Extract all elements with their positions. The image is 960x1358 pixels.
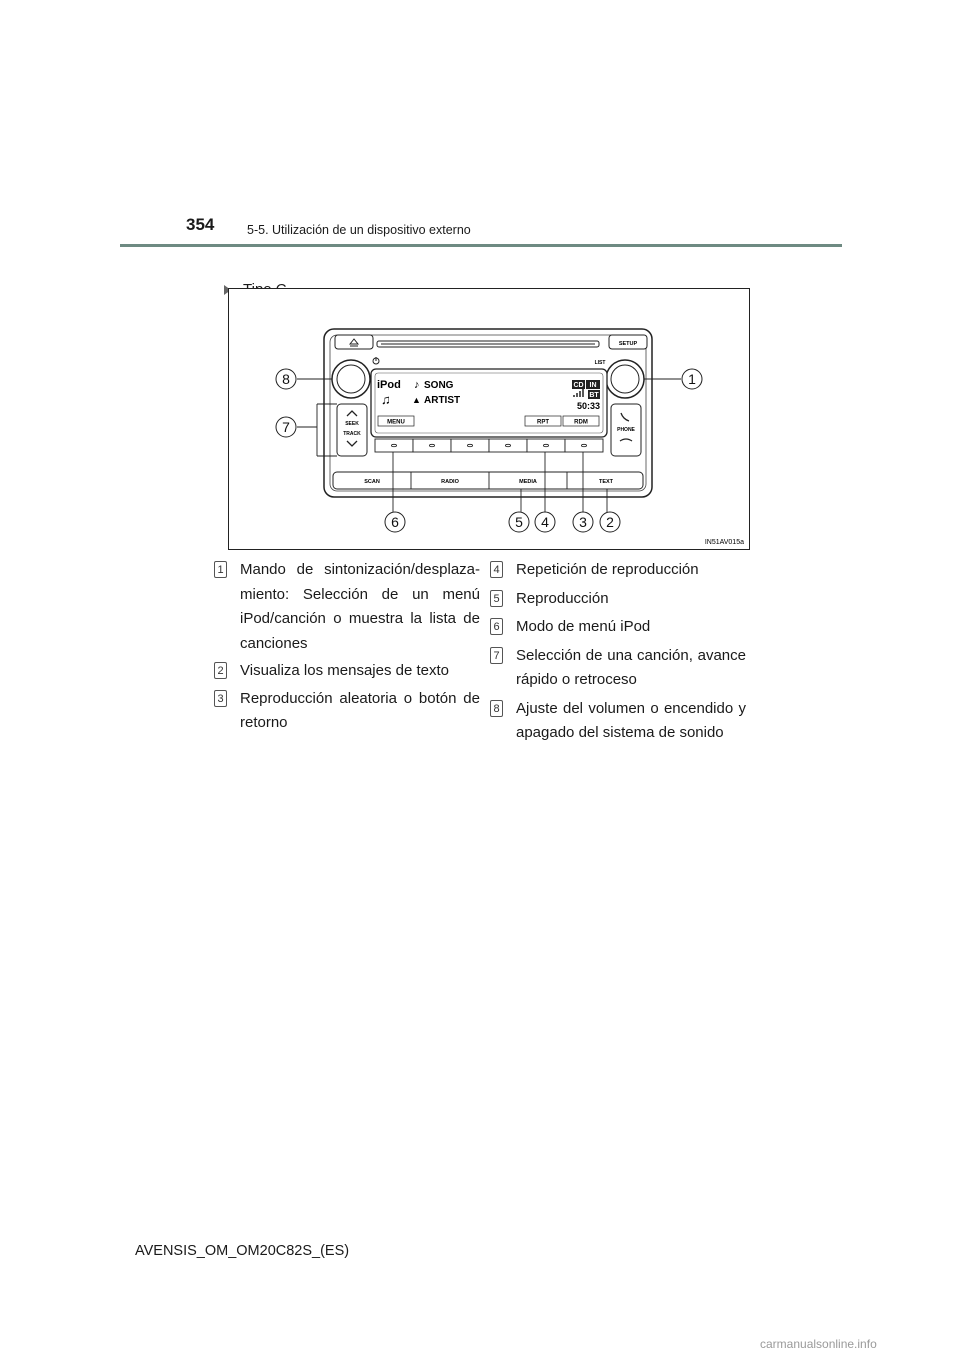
callout-5: 5 bbox=[515, 514, 523, 530]
page-number: 354 bbox=[186, 215, 215, 234]
note-icon: ♪ bbox=[414, 379, 420, 391]
legend-item bbox=[214, 659, 480, 684]
legend-text: Reproducción bbox=[516, 589, 609, 607]
song-text: SONG bbox=[424, 380, 454, 391]
list-label: LIST bbox=[594, 360, 606, 366]
figure-code: IN51AV015a bbox=[704, 539, 744, 546]
in-badge: IN bbox=[589, 382, 597, 389]
radio-label: RADIO bbox=[441, 479, 459, 485]
time-text: 50:33 bbox=[576, 401, 600, 411]
legend-text: Repetición de reproducción bbox=[516, 561, 699, 578]
eject-button bbox=[335, 335, 373, 349]
legend-text: Mando de sintonización/desplaza-miento: Selección de un menú iPod/canción o muestra la lista de canciones bbox=[240, 561, 480, 652]
callout-3: 3 bbox=[579, 514, 587, 530]
callout-6: 6 bbox=[391, 514, 399, 530]
text-label: TEXT bbox=[598, 479, 614, 485]
legend-text: Selección de una canción, avance rápido o retroceso bbox=[516, 646, 746, 688]
legend-item bbox=[490, 697, 746, 746]
legend-item bbox=[490, 644, 746, 693]
header-rule bbox=[120, 244, 842, 247]
seek-label: SEEK bbox=[345, 421, 359, 427]
media-label: MEDIA bbox=[519, 479, 537, 485]
legend-text: Ajuste del volumen o encendido y apagado del sistema de sonido bbox=[516, 699, 746, 741]
footer-code: AVENSIS_OM_OM20C82S_(ES) bbox=[135, 1243, 350, 1259]
legend-number: 4 bbox=[490, 561, 503, 578]
callout-2: 2 bbox=[606, 514, 614, 530]
callout-7: 7 bbox=[282, 419, 290, 435]
legend-number: 8 bbox=[490, 700, 503, 717]
rpt-label: RPT bbox=[537, 419, 549, 426]
legend-item bbox=[214, 687, 480, 736]
legend-number: 6 bbox=[490, 618, 503, 635]
legend-text: Reproducción aleatoria o botón de retorno bbox=[240, 689, 480, 731]
legend-number: 5 bbox=[490, 590, 503, 607]
legend-col2 bbox=[490, 558, 746, 750]
audio-unit-figure bbox=[228, 288, 750, 550]
legend-number: 3 bbox=[214, 690, 227, 707]
setup-label: SETUP bbox=[618, 341, 638, 347]
legend-item bbox=[214, 558, 480, 656]
legend-col1 bbox=[214, 558, 480, 739]
artist-icon: ▲ bbox=[412, 395, 421, 405]
bt-badge: BT bbox=[589, 392, 599, 399]
rdm-label: RDM bbox=[574, 419, 588, 426]
track-label: TRACK bbox=[343, 431, 361, 437]
legend-text: Visualiza los mensajes de texto bbox=[240, 662, 450, 679]
legend-number: 2 bbox=[214, 662, 227, 679]
music-icon: ♫ bbox=[381, 392, 391, 407]
menu-label: MENU bbox=[387, 419, 405, 426]
callout-1: 1 bbox=[688, 371, 696, 387]
legend-number: 1 bbox=[214, 561, 227, 578]
callout-4: 4 bbox=[541, 514, 549, 530]
section-title: 5-5. Utilización de un dispositivo externo bbox=[247, 223, 471, 237]
legend-item bbox=[490, 615, 746, 640]
cd-badge: CD bbox=[573, 382, 584, 389]
scan-label: SCAN bbox=[364, 479, 380, 485]
source-ipod: iPod bbox=[377, 379, 401, 391]
callout-8: 8 bbox=[282, 371, 290, 387]
legend-text: Modo de menú iPod bbox=[516, 618, 651, 635]
legend-number: 7 bbox=[490, 647, 503, 664]
artist-text: ARTIST bbox=[424, 395, 461, 406]
phone-label: PHONE bbox=[617, 427, 635, 433]
legend-item bbox=[490, 558, 746, 583]
preset-buttons bbox=[375, 439, 603, 452]
legend-item bbox=[490, 587, 746, 612]
watermark: carmanualsonline.info bbox=[760, 1337, 877, 1351]
